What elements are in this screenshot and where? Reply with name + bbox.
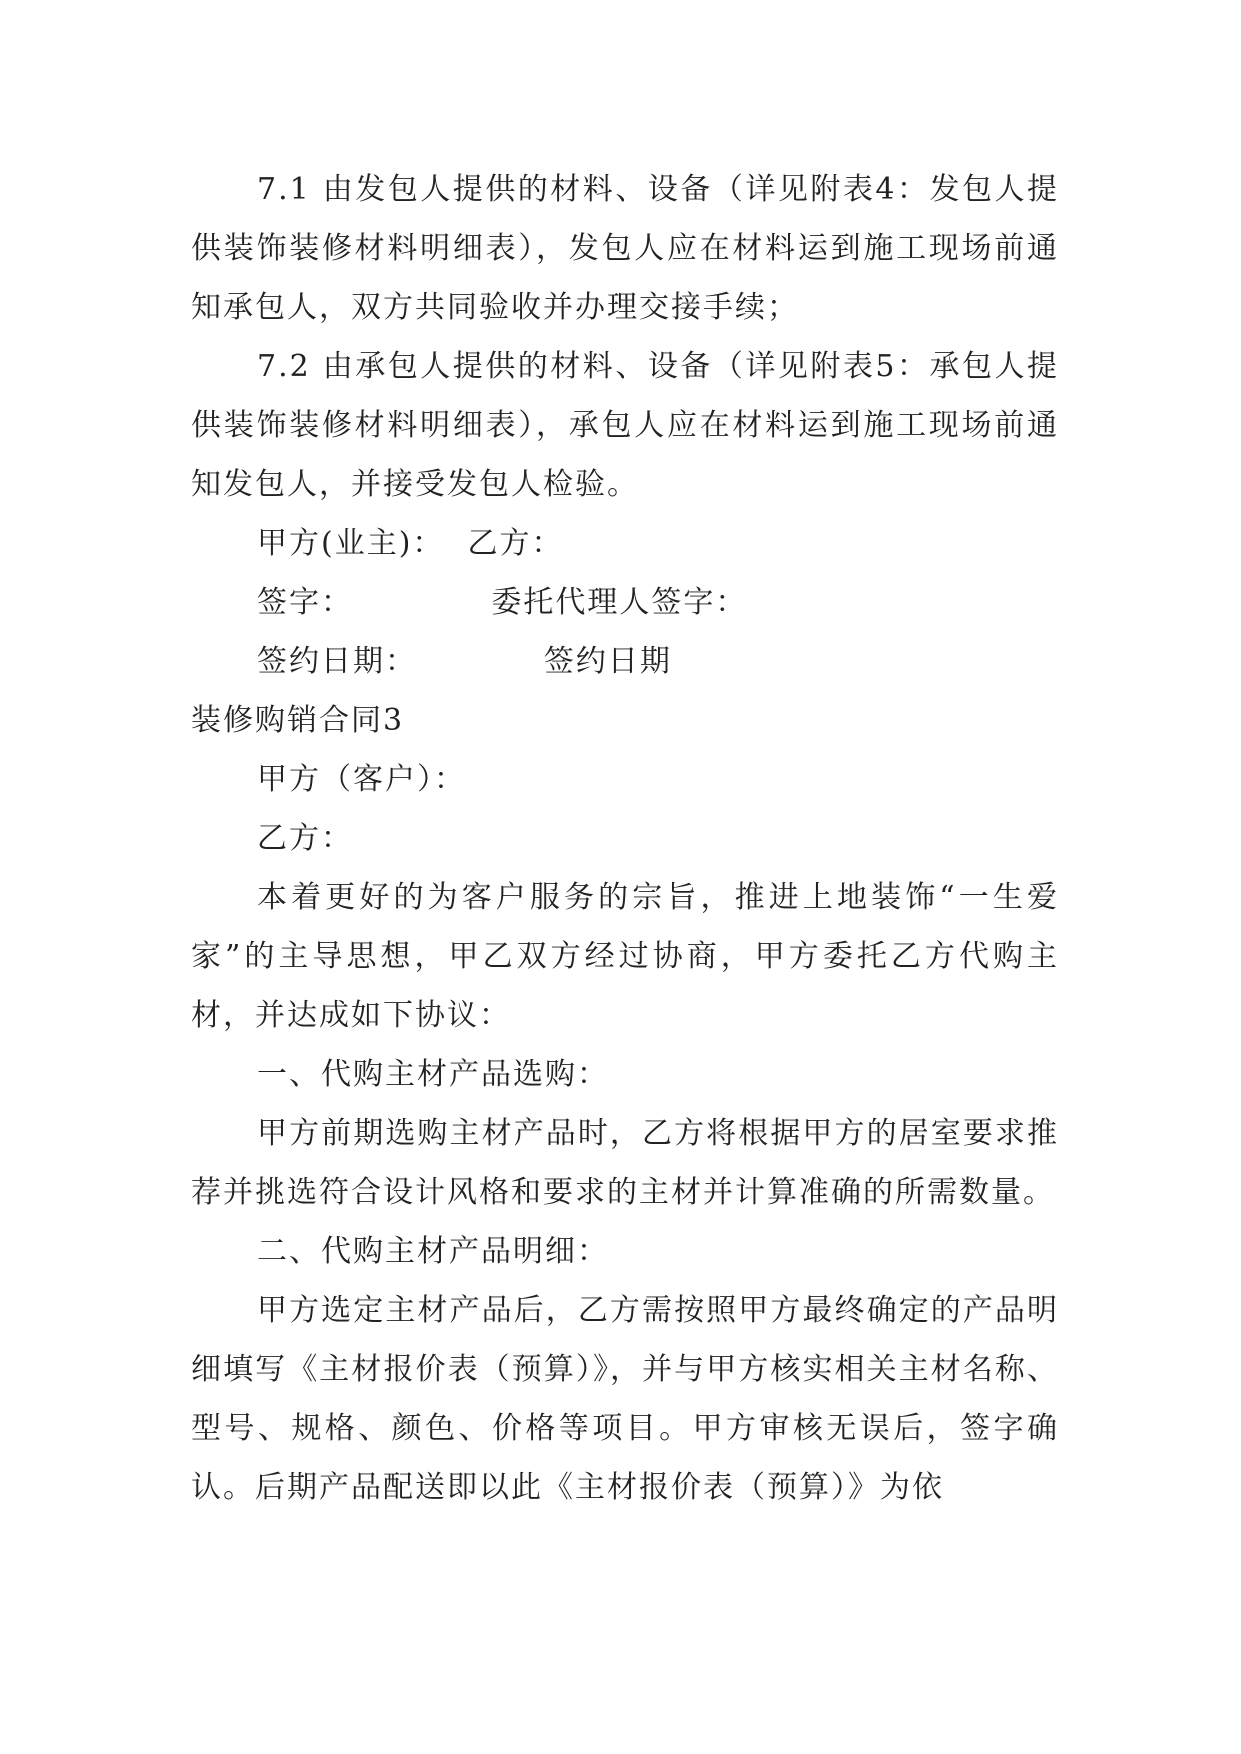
- preamble-paragraph: 本着更好的为客户服务的宗旨，推进上地装饰“一生爱家”的主导思想，甲乙双方经过协商，甲方委托乙方代购主材，并达成如下协议：: [191, 880, 1059, 1033]
- section-1-body: 甲方前期选购主材产品时，乙方将根据甲方的居室要求推荐并挑选符合设计风格和要求的主材并计算准确的所需数量。: [191, 1116, 1059, 1210]
- contract-title: 装修购销合同3: [191, 703, 405, 738]
- document-body: [191, 160, 1059, 1517]
- party-a-line: 甲方（客户）：: [257, 762, 466, 797]
- section-1-heading: 一、代购主材产品选购：: [257, 1057, 609, 1092]
- clause-7-2: 7.2 由承包人提供的材料、设备（详见附表5：承包人提供装饰装修材料明细表），承包人应在材料运到施工现场前通知发包人，并接受发包人检验。: [191, 349, 1059, 502]
- party-b-line: 乙方：: [257, 821, 353, 856]
- signature-line: 签字： 委托代理人签字：: [257, 585, 748, 620]
- party-line: 甲方(业主)： 乙方：: [257, 526, 564, 561]
- sign-date-line: 签约日期： 签约日期: [257, 644, 672, 679]
- section-2-body: 甲方选定主材产品后，乙方需按照甲方最终确定的产品明细填写《主材报价表（预算）》，并与甲方核实相关主材名称、型号、规格、颜色、价格等项目。甲方审核无误后，签字确认。后期产品配送即以此《主材报价表（预算）》为依: [191, 1293, 1059, 1505]
- section-2-heading: 二、代购主材产品明细：: [257, 1234, 609, 1269]
- clause-7-1: 7.1 由发包人提供的材料、设备（详见附表4：发包人提供装饰装修材料明细表），发包人应在材料运到施工现场前通知承包人，双方共同验收并办理交接手续；: [191, 172, 1059, 325]
